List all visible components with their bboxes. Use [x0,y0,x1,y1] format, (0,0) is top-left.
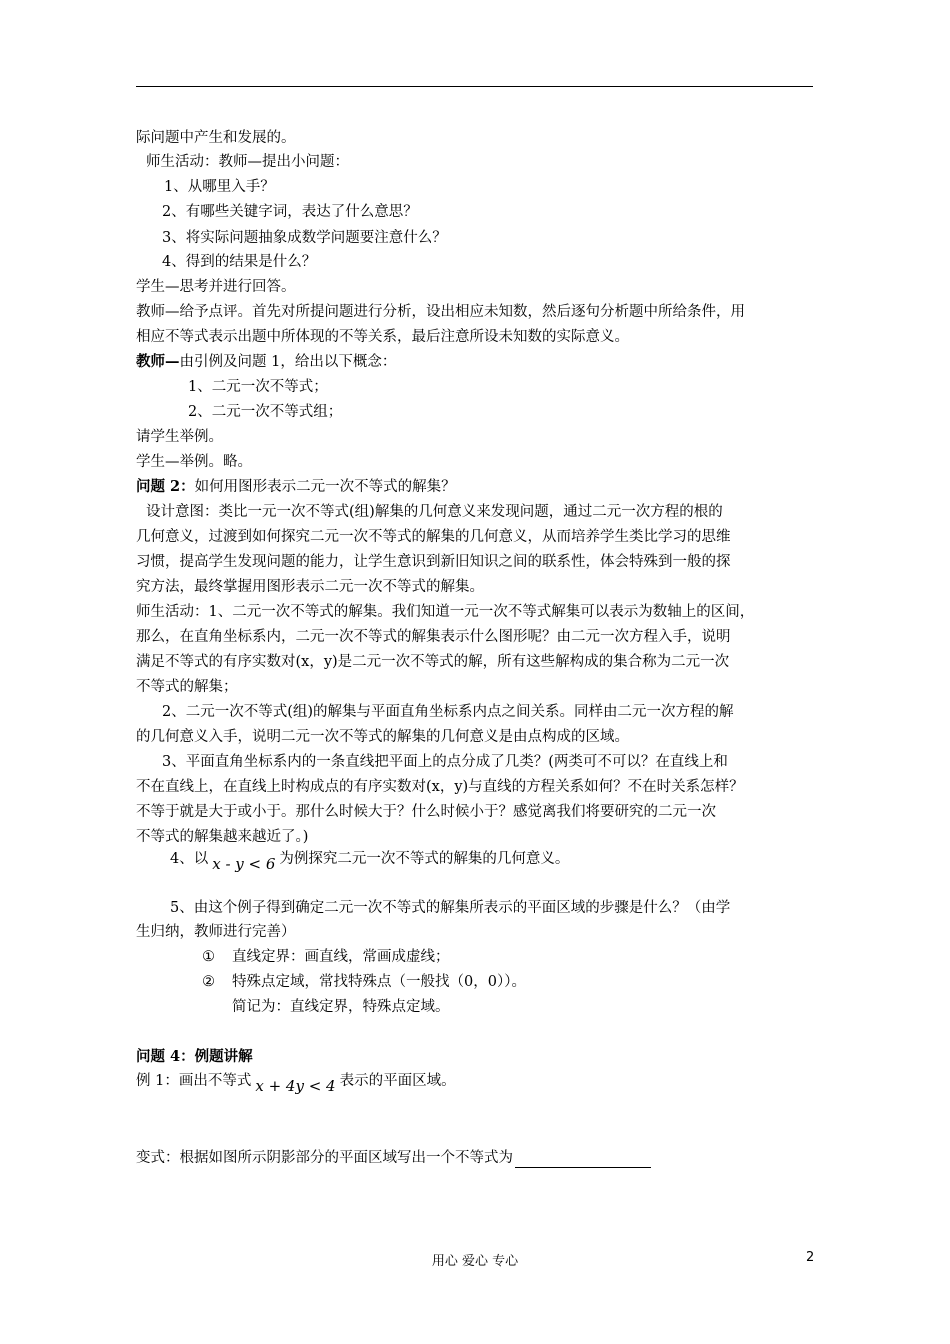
concept-2: 2、二元一次不等式组； [188,404,343,420]
example-1-prefix: 例 1：画出不等式 [136,1073,252,1089]
question-2-text: 如何用图形表示二元一次不等式的解集？ [194,479,456,495]
design-intent-3: 习惯，提高学生发现问题的能力，让学生意识到新旧知识之间的联系性，体会特殊到一般的探 [136,554,731,570]
answer-blank[interactable] [515,1153,651,1168]
activity-1: 师生活动：1、二元一次不等式的解集。我们知道一元一次不等式解集可以表示为数轴上的区间， [136,604,755,620]
line-teacher-comment-1: 教师—给予点评。首先对所提问题进行分析，设出相应未知数，然后逐句分析题中所给条件，用 [136,304,745,320]
concepts-intro: 由引例及问题 1，给出以下概念： [179,354,397,370]
activity-6: 的几何意义入手，说明二元一次不等式的解集的几何意义是由点构成的区域。 [136,729,629,745]
question-item-3: 3、将实际问题抽象成数学问题要注意什么？ [162,230,447,246]
question-item-2: 2、有哪些关键字词，表达了什么意思？ [162,204,418,220]
page-number: 2 [806,1250,815,1265]
question-item-4: 4、得到的结果是什么？ [162,254,317,270]
line-ask-example: 请学生举例。 [136,429,223,445]
teacher-label: 教师— [136,353,180,370]
line-question-2 [136,477,456,497]
activity-2: 那么，在直角坐标系内，二元一次不等式的解集表示什么图形呢？由二元一次方程入手，说明 [136,629,731,645]
item-5-line-2: 生归纳，教师进行完善） [136,924,296,940]
activity-8: 不在直线上，在直线上时构成点的有序实数对(x，y)与直线的方程关系如何？不在时关系怎样？ [136,779,744,795]
activity-10: 不等式的解集越来越近了。) [136,829,309,845]
summary-line: 简记为：直线定界，特殊点定域。 [232,999,450,1015]
step-1-text: 直线定界：画直线，常画成虚线； [232,949,450,965]
item-5-line-1: 5、由这个例子得到确定二元一次不等式的解集所表示的平面区域的步骤是什么？（由学 [170,900,731,916]
activity-4: 不等式的解集； [136,679,238,695]
example-1-suffix: 表示的平面区域。 [339,1073,456,1089]
question-2-label: 问题 2： [136,478,195,495]
header-rule [136,86,813,87]
line-teacher-comment-2: 相应不等式表示出题中所体现的不等关系，最后注意所设未知数的实际意义。 [136,329,629,345]
activity-5: 2、二元一次不等式(组)的解集与平面直角坐标系内点之间关系。同样由二元一次方程的解 [162,704,734,720]
activity-3: 满足不等式的有序实数对(x，y)是二元一次不等式的解，所有这些解构成的集合称为二元一次 [136,654,730,670]
activity-7: 3、平面直角坐标系内的一条直线把平面上的点分成了几类？(两类可不可以？在直线上和 [162,754,728,770]
item-4-prefix: 4、以 [170,851,209,867]
step-1-marker: ① [202,949,215,965]
line-student-example: 学生—举例。略。 [136,454,252,470]
design-intent-1: 设计意图：类比一元一次不等式(组)解集的几何意义来发现问题，通过二元一次方程的根的 [146,504,723,520]
item-4-line [170,848,570,873]
question-item-1: 1、从哪里入手？ [164,179,275,195]
step-2-marker: ② [202,974,215,990]
example-1-line [136,1070,456,1095]
inequality-x-plus-4y: x + 4y < 4 [255,1077,336,1095]
line-2: 师生活动：教师—提出小问题： [146,154,349,170]
concept-1: 1、二元一次不等式； [188,379,328,395]
inequality-x-minus-y: x - y < 6 [212,855,276,873]
line-teacher-concepts [136,352,396,372]
variant-line [136,1148,651,1168]
line-1: 际问题中产生和发展的。 [136,130,296,146]
item-4-suffix: 为例探究二元一次不等式的解集的几何意义。 [279,851,570,867]
design-intent-4: 究方法，最终掌握用图形表示二元一次不等式的解集。 [136,579,484,595]
page-footer: 用心 爱心 专心 [431,1254,519,1269]
question-4-heading: 问题 4：例题讲解 [136,1048,253,1065]
step-2-text: 特殊点定域，常找特殊点（一般找（0，0））。 [232,974,526,990]
line-student-answer: 学生—思考并进行回答。 [136,279,296,295]
activity-9: 不等于就是大于或小于。那什么时候大于？什么时候小于？感觉离我们将要研究的二元一次 [136,804,716,820]
design-intent-2: 几何意义，过渡到如何探究二元一次不等式的解集的几何意义，从而培养学生类比学习的思维 [136,529,731,545]
variant-text: 变式：根据如图所示阴影部分的平面区域写出一个不等式为 [136,1150,513,1166]
